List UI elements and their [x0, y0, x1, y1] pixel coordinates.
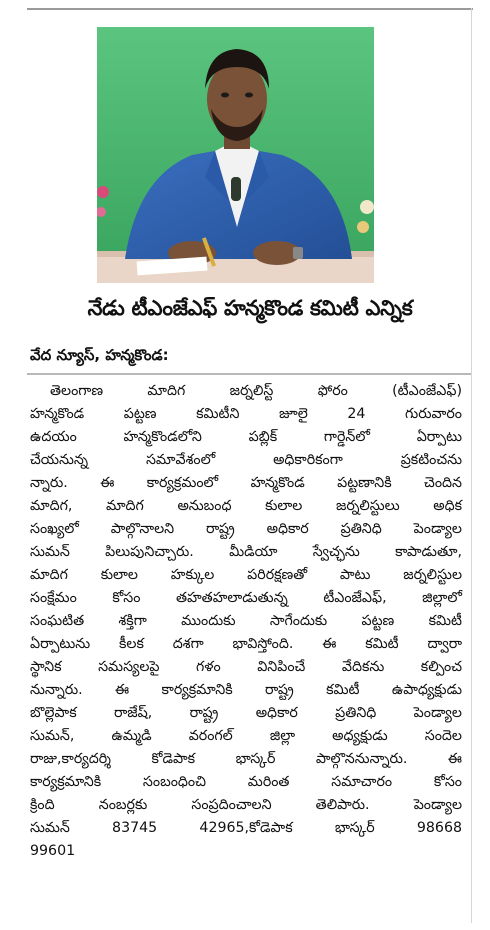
body-line: కార్యక్రమానికి సంబంధించి మరింత సమాచారం కోసం: [30, 774, 462, 790]
body-line: న్నారు. ఈ కార్యక్రమంలో హన్మకొండ పట్టణానికి చెందిన: [30, 475, 462, 491]
body-line: ఏర్పాటును కీలక దశగా భావిస్తోంది. ఈ కమిటీ ద్వారా: [30, 636, 462, 652]
article-headline: నేడు టీఎంజేఎఫ్ హన్మకొండ కమిటీ ఎన్నిక: [87, 296, 413, 320]
body-line: సుమన్, ఉమ్మడి వరంగల్ జిల్లా అధ్యక్షుడు సందెల: [30, 728, 462, 744]
body-line: స్థానిక సమస్యలపై గళం వినిపించే వేదికను కల్పించ: [30, 659, 462, 675]
body-line: సంఖ్యలో పాల్గొనాలని రాష్ట్ర అధికార ప్రతినిధి పెండ్యాల: [30, 521, 462, 537]
column-divider: [471, 8, 472, 923]
body-line: మాదిగ, మాదిగ అనుబంధ కులాల జర్నలిస్టులు అధిక: [30, 498, 462, 514]
body-line: సంఘటిత శక్తిగా ముందుకు సాగేందుకు పట్టణ కమిటీ: [30, 613, 462, 629]
body-line: సంక్షేమం కోసం తహతహలాడుతున్న టీఎంజేఎఫ్, జిల్లాలో: [30, 590, 462, 606]
body-line: మాదిగ కులాల హక్కుల పరిరక్షణతో పాటు జర్నలిస్టుల: [30, 567, 462, 583]
article-body: [30, 380, 462, 863]
body-line: ఉదయం హన్మకొండలోని పబ్లిక్ గార్డెన్‌లో ఏర్పాటు: [30, 429, 462, 445]
body-line: నున్నారు. ఈ కార్యక్రమానికి రాష్ట్ర కమిటీ ఉపాధ్యక్షుడు: [30, 682, 462, 698]
body-line: క్రింది నంబర్లకు సంప్రదించాలని తెలిపారు. పెండ్యాల: [30, 797, 462, 813]
body-line: తెలంగాణ మాదిగ జర్నలిస్ట్ ఫోరం (టీఎంజేఎఫ్): [50, 383, 462, 399]
body-line: రాజు,కార్యదర్శి కోడెపాక భాస్కర్ పాల్గొననున్నారు. ఈ: [30, 751, 462, 767]
body-line: సుమన్ పిలుపునిచ్చారు. మీడియా స్వేచ్ఛను కాపాడుతూ,: [30, 544, 462, 560]
body-line: బొల్లెపాక రాజేష్, రాష్ట్ర అధికార ప్రతినిధి పెండ్యాల: [30, 705, 462, 721]
body-line: సుమన్ 83745 42965,కోడెపాక భాస్కర్ 98668: [30, 820, 462, 836]
article-byline: వేద న్యూస్, హన్మకొండ:: [30, 346, 169, 364]
top-divider: [27, 8, 473, 10]
body-line: హన్మకొండ పట్టణ కమిటీని జూలై 24 గురువారం: [30, 406, 462, 422]
byline-divider: [27, 373, 471, 375]
article-photo: [97, 27, 374, 283]
body-line: 99601: [30, 843, 76, 859]
body-line: చేయనున్న సమావేశంలో అధికారికంగా ప్రకటించను: [30, 452, 462, 468]
